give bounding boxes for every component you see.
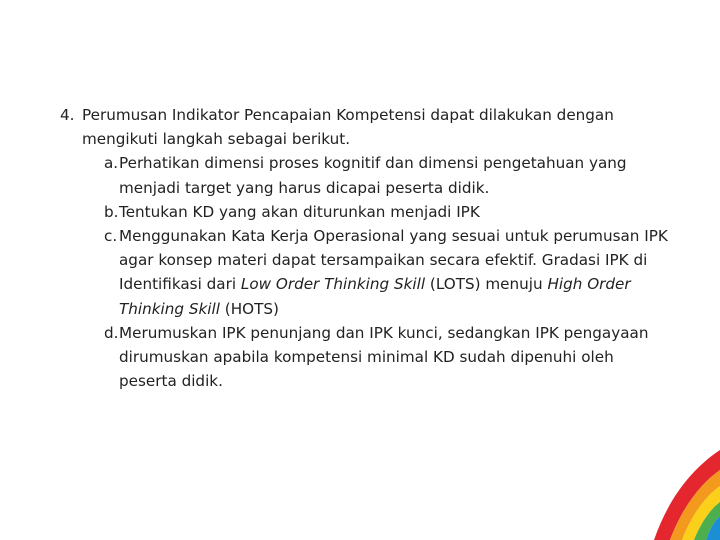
hots-italic: High Order Thinking Skill bbox=[119, 275, 631, 318]
sub-item-letter: d. bbox=[104, 323, 119, 342]
sub-item-text: Tentukan KD yang akan diturunkan menjadi IPK bbox=[119, 202, 480, 221]
list-item-4 bbox=[60, 103, 675, 393]
list-item-text: Perumusan Indikator Pencapaian Kompetensi dapat dilakukan dengan mengikuti langkah sebagai berikut. bbox=[82, 106, 614, 149]
list-number: 4. bbox=[60, 106, 75, 124]
sub-item-text: Perhatikan dimensi proses kognitif dan dimensi pengetahuan yang menjadi target yang harus dicapai peserta didik. bbox=[119, 154, 627, 197]
sub-item-letter: b. bbox=[104, 202, 119, 221]
sub-item-a bbox=[82, 151, 675, 199]
corner-stripes-decoration bbox=[570, 430, 720, 540]
sub-item-text-part3: (HOTS) bbox=[219, 299, 279, 318]
sub-item-text: Merumuskan IPK penunjang dan IPK kunci, sedangkan IPK pengayaan dirumuskan apabila kompetensi minimal KD sudah dipenuhi oleh peserta didik. bbox=[119, 323, 649, 391]
lots-italic: Low Order Thinking Skill bbox=[240, 275, 426, 294]
sub-item-b bbox=[82, 200, 675, 224]
sub-item-text bbox=[119, 227, 668, 318]
sub-list bbox=[82, 151, 675, 393]
sub-item-text-part2: (LOTS) menuju bbox=[425, 275, 548, 294]
sub-item-text-part1: Menggunakan Kata Kerja Operasional yang sesuai untuk perumusan IPK agar konsep materi dapat tersampaikan secara efektif. Gradasi IPK di Identifikasi dari bbox=[119, 227, 668, 294]
sub-item-letter: c. bbox=[104, 227, 118, 246]
sub-item-c bbox=[82, 224, 675, 321]
slide-content bbox=[60, 103, 675, 393]
sub-item-d bbox=[82, 321, 675, 394]
sub-item-letter: a. bbox=[104, 154, 119, 173]
